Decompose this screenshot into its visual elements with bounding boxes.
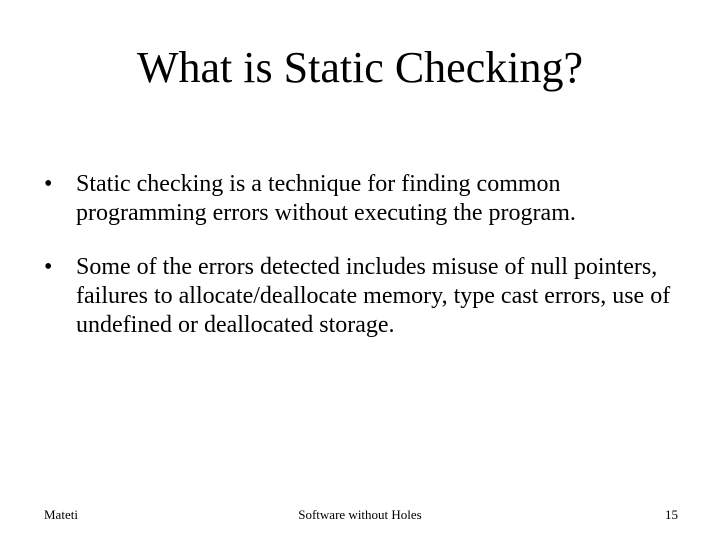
slide-number: 15	[665, 507, 678, 522]
bullet-text: Some of the errors detected includes misuse of null pointers, failures to allocate/deallocate memory, type cast errors, use of undefined or deallocated storage.	[76, 254, 671, 338]
bullet-item	[0, 170, 720, 228]
bullet-marker: •	[44, 171, 53, 197]
bullet-text: Static checking is a technique for finding common programming errors without executing the program.	[76, 171, 576, 226]
bullet-list	[0, 170, 720, 365]
footer-author: Mateti	[44, 507, 78, 522]
footer-title: Software without Holes	[298, 507, 422, 522]
slide-title: What is Static Checking?	[137, 43, 583, 92]
bullet-item	[0, 253, 720, 340]
bullet-marker: •	[44, 254, 53, 280]
